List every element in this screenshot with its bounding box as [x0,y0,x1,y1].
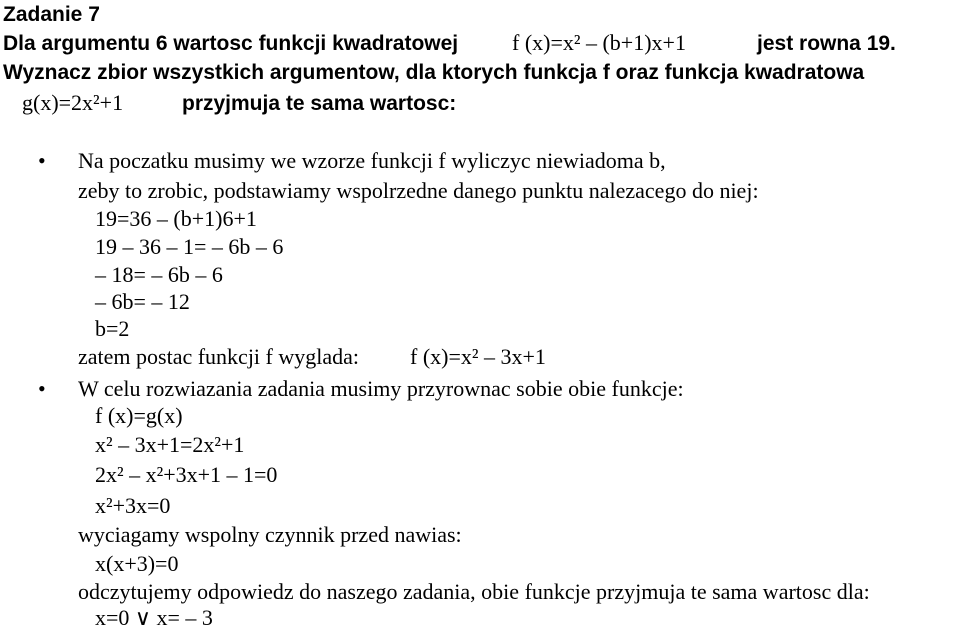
task-line-1-tail: jest rowna 19. [757,32,896,55]
bullet-marker-2: • [38,376,46,401]
bullet1-conclusion-formula: f (x)=x² – 3x+1 [410,344,546,369]
equation-step: x² – 3x+1=2x²+1 [95,432,245,457]
bullet1-line-2: zeby to zrobic, podstawiamy wspolrzedne danego punktu nalezacego do niej: [78,178,759,203]
bullet2-line-1: W celu rozwiazania zadania musimy przyrownac sobie obie funkcje: [78,376,684,401]
task-line-2: Wyznacz zbior wszystkich argumentow, dla ktorych funkcja f oraz funkcja kwadratowa [3,61,865,84]
bullet-marker-1: • [38,148,46,173]
equation-step: 19 – 36 – 1= – 6b – 6 [95,234,284,259]
bullet2-answer-formula: x=0 ∨ x= – 3 [95,605,213,630]
equation-step: 2x² – x²+3x+1 – 1=0 [95,462,278,487]
task-line-3: przyjmuja te sama wartosc: [182,92,457,115]
bullet2-factor-text: wyciagamy wspolny czynnik przed nawias: [78,522,462,547]
bullet1-line-1: Na poczatku musimy we wzorze funkcji f wyliczyc niewiadoma b, [78,148,666,173]
equation-step: b=2 [95,316,130,341]
equation-step: x²+3x=0 [95,493,171,518]
equation-step: – 18= – 6b – 6 [95,262,223,287]
bullet2-factor-formula: x(x+3)=0 [95,551,179,576]
task-line-1: Dla argumentu 6 wartosc funkcji kwadratowej [3,32,459,55]
bullet2-answer-text: odczytujemy odpowiedz do naszego zadania, obie funkcje przyjmuja te sama wartosc dla: [78,579,870,604]
equation-step: – 6b= – 12 [95,289,190,314]
task-formula-g: g(x)=2x²+1 [22,90,124,115]
equation-step: f (x)=g(x) [95,403,183,428]
task-title: Zadanie 7 [3,3,100,26]
task-formula-f: f (x)=x² – (b+1)x+1 [512,30,686,55]
bullet1-conclusion: zatem postac funkcji f wyglada: [78,344,360,369]
equation-step: 19=36 – (b+1)6+1 [95,206,257,231]
